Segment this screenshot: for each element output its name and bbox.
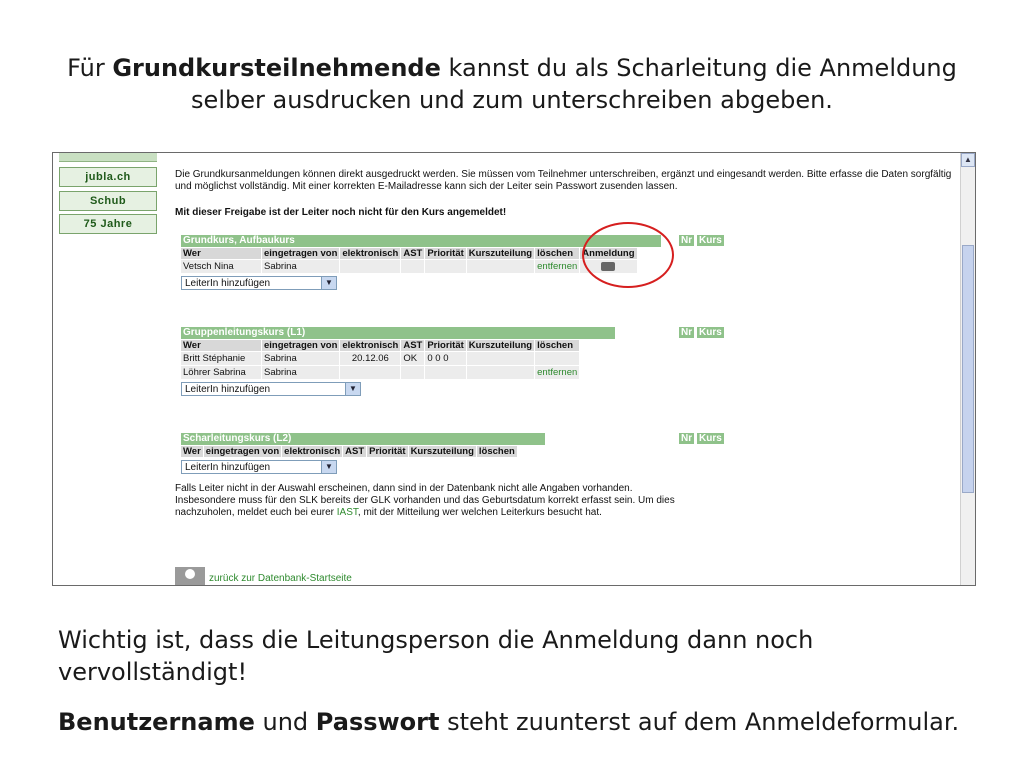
cell-elektronisch: 20.12.06 — [340, 352, 400, 365]
section-title: Scharleitungskurs (L2) — [181, 433, 545, 445]
slide-title-prefix: Für — [67, 54, 113, 82]
cell-kurs — [467, 352, 534, 365]
section-title: Grundkurs, Aufbaukurs — [181, 235, 661, 247]
table-row — [181, 260, 637, 273]
intro-text: Die Grundkursanmeldungen können direkt ausgedruckt werden. Sie müssen vom Teilnehmer unterschreiben, ergänzt und eingesandt werden. Bitte erfasse die Daten sorgfältig und möglichst vollständig. Mit einer korrekten E-Mailadresse kann sich der Leiter sein Passwort zusenden lassen. — [175, 169, 952, 192]
leiter-add-select-1[interactable] — [181, 276, 337, 290]
sidebar-item-jubla[interactable]: jubla.ch — [59, 167, 157, 187]
col-ast: AST — [345, 446, 365, 457]
credentials-suffix: steht zuunterst auf dem Anmeldeformular. — [439, 708, 960, 736]
cell-prio: 0 0 0 — [425, 352, 465, 365]
important-note: Wichtig ist, dass die Leitungsperson die Anmeldung dann noch vervollständigt! — [58, 626, 814, 686]
cell-elektronisch — [340, 260, 400, 273]
chevron-down-icon[interactable]: ▼ — [345, 383, 360, 395]
col-loeschen: löschen — [535, 248, 579, 259]
nr-label: Nr — [681, 327, 693, 338]
nr-label: Nr — [681, 235, 693, 246]
col-elektronisch: elektronisch — [342, 340, 399, 351]
col-wer: Wer — [181, 340, 261, 351]
highlight-circle — [582, 222, 674, 288]
table-header-row — [181, 340, 579, 351]
col-elektronisch: elektronisch — [342, 248, 399, 259]
credentials-bold-1: Benutzername — [58, 708, 255, 736]
cell-elektronisch — [340, 366, 400, 379]
col-anmeldung: Anmeldung — [582, 248, 635, 259]
select-value: LeiterIn hinzufügen — [185, 462, 271, 473]
cell-prio — [425, 366, 465, 379]
grundkurs-table — [180, 247, 638, 274]
main-content — [175, 153, 961, 585]
slide-title-bold: Grundkursteilnehmende — [112, 54, 441, 82]
cell-kurs — [467, 260, 534, 273]
col-wer: Wer — [183, 446, 201, 457]
sidebar-top-tab[interactable] — [59, 153, 157, 162]
col-kurszuteilung: Kurszuteilung — [410, 446, 474, 457]
back-to-start-link[interactable]: zurück zur Datenbank-Startseite — [209, 573, 352, 584]
home-icon[interactable] — [175, 567, 205, 585]
col-elektronisch: elektronisch — [284, 446, 341, 457]
col-wer: Wer — [181, 248, 261, 259]
scharleitung-table — [180, 445, 518, 458]
kurs-label: Kurs — [699, 433, 722, 444]
table-header-row — [181, 446, 517, 457]
gruppenleitung-table — [180, 339, 580, 380]
iast-link[interactable]: IAST — [336, 507, 358, 518]
scroll-thumb[interactable] — [962, 245, 974, 493]
table-header-row — [181, 248, 637, 259]
cell-wer: Vetsch Nina — [181, 260, 261, 273]
section-scharleitung — [181, 433, 545, 474]
kurs-label: Kurs — [699, 327, 722, 338]
col-eingetragen: eingetragen von — [205, 446, 280, 457]
note-text-1: Falls Leiter nicht in der Auswahl erscheinen, dann sind in der Datenbank nicht alle Angaben vorhanden. Insbesondere muss für den SLK bereits der GLK vorhanden und das Geburtsdatum korrekt erfasst sein. Um dies nachzuholen, meldet euch bei eurer — [175, 483, 675, 518]
slide-title — [40, 52, 984, 116]
col-loeschen: löschen — [535, 340, 579, 351]
sidebar-item-75-jahre[interactable]: 75 Jahre — [59, 214, 157, 234]
cell-kurs — [467, 366, 534, 379]
cell-wer: Britt Stéphanie — [181, 352, 261, 365]
col-eingetragen: eingetragen von — [264, 248, 338, 259]
missing-data-note — [175, 483, 695, 519]
chevron-down-icon[interactable]: ▼ — [321, 277, 336, 289]
select-value: LeiterIn hinzufügen — [185, 278, 271, 289]
col-ast: AST — [403, 340, 423, 351]
col-prioritaet: Priorität — [427, 248, 464, 259]
cell-wer: Löhrer Sabrina — [181, 366, 261, 379]
cell-ast — [401, 260, 424, 273]
cell-von: Sabrina — [262, 366, 339, 379]
cell-ast: OK — [401, 352, 424, 365]
chevron-down-icon[interactable]: ▼ — [321, 461, 336, 473]
credentials-note — [58, 706, 988, 738]
cell-von: Sabrina — [262, 260, 339, 273]
vertical-scrollbar[interactable] — [960, 153, 975, 585]
cell-loeschen — [535, 352, 579, 365]
credentials-bold-2: Passwort — [315, 708, 440, 736]
sidebar — [53, 153, 159, 585]
slide-title-suffix: kannst du als Scharleitung die Anmeldung selber ausdrucken und zum unterschreiben abgeben. — [191, 54, 957, 114]
col-prioritaet: Priorität — [427, 340, 464, 351]
screenshot-window — [52, 152, 976, 586]
nr-label: Nr — [681, 433, 693, 444]
section-title: Gruppenleitungskurs (L1) — [181, 327, 615, 339]
col-ast: AST — [403, 248, 423, 259]
scroll-up-icon[interactable]: ▲ — [961, 153, 975, 167]
leiter-add-select-3[interactable] — [181, 460, 337, 474]
remove-link[interactable]: entfernen — [537, 367, 578, 378]
table-row — [181, 352, 579, 365]
remove-link[interactable]: entfernen — [537, 261, 578, 272]
col-kurszuteilung: Kurszuteilung — [468, 248, 533, 259]
col-loeschen: löschen — [478, 446, 515, 457]
freigabe-warning: Mit dieser Freigabe ist der Leiter noch nicht für den Kurs angemeldet! — [175, 207, 507, 218]
select-value: LeiterIn hinzufügen — [185, 384, 271, 395]
credentials-mid: und — [254, 708, 316, 736]
sidebar-item-schub[interactable]: Schub — [59, 191, 157, 211]
cell-von: Sabrina — [262, 352, 339, 365]
section-gruppenleitung — [181, 327, 615, 396]
kurs-label: Kurs — [699, 235, 722, 246]
leiter-add-select-2[interactable] — [181, 382, 361, 396]
col-prioritaet: Priorität — [369, 446, 406, 457]
col-eingetragen: eingetragen von — [264, 340, 338, 351]
cell-ast — [401, 366, 424, 379]
col-kurszuteilung: Kurszuteilung — [468, 340, 533, 351]
table-row — [181, 366, 579, 379]
cell-prio — [425, 260, 465, 273]
note-text-2: , mit der Mitteilung wer welchen Leiterkurs besucht hat. — [357, 507, 602, 518]
